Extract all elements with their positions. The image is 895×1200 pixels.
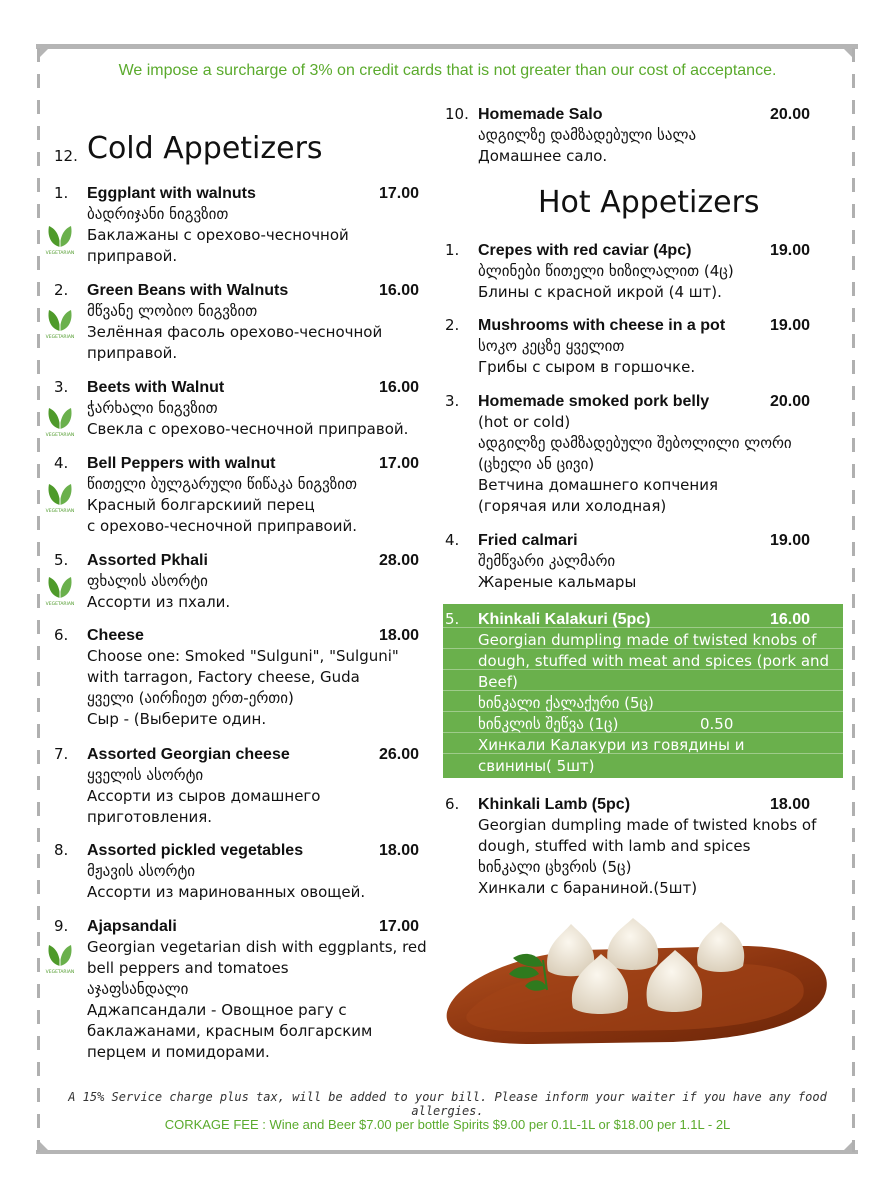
menu-item [445, 794, 845, 902]
cold-section-number: 12. [54, 147, 78, 165]
item-line: მჟავის ასორტი [87, 862, 196, 880]
item-price: 17.00 [379, 918, 420, 935]
menu-item [445, 315, 825, 381]
vegetarian-label: VEGETARIAN [45, 433, 75, 437]
menu-item [54, 453, 424, 535]
frame-top-border [36, 44, 858, 49]
item-line: ადგილზე დამზადებული სალა [478, 126, 697, 144]
item-line: Аджапсандали - Овощное рагу с [87, 1001, 347, 1019]
frame-corner [40, 1142, 48, 1150]
item-number: 6. [445, 795, 460, 813]
item-number: 5. [445, 610, 460, 628]
item-line: Ветчина домашнего копчения [478, 476, 718, 494]
vegetarian-leaf-icon [45, 221, 75, 255]
surcharge-notice: We impose a surcharge of 3% on credit cards that is not greater than our cost of acceptance. [118, 62, 777, 79]
item-number: 1. [445, 241, 460, 259]
vegetarian-label: VEGETARIAN [45, 335, 75, 339]
item-line: Блины с красной икрой (4 шт). [478, 283, 722, 301]
menu-item [54, 625, 434, 728]
item-line: Домашнее сало. [478, 147, 608, 165]
item-line: შემწვარი კალმარი [478, 552, 616, 570]
item-line: აჯაფსანდალი [87, 980, 189, 998]
item-line: свинины( 5шт) [478, 757, 595, 775]
item-name: Eggplant with walnuts [87, 185, 256, 202]
item-name: Homemade Salo [478, 106, 603, 123]
item-name: Assorted pickled vegetables [87, 842, 304, 859]
vegetarian-label: VEGETARIAN [45, 602, 75, 606]
service-charge-note: A 15% Service charge plus tax, will be added to your bill. Please inform your waiter if you have any food allergies. [68, 1090, 827, 1118]
corkage-fee: CORKAGE FEE : Wine and Beer $7.00 per bottle Spirits $9.00 per 0.1L-1L or $18.00 per 1.1L - 2L [164, 1117, 731, 1132]
item-line: Beef) [478, 673, 518, 691]
frame-left-border [37, 48, 40, 1152]
item-line: Ассорти из пхали. [87, 593, 231, 611]
item-number: 4. [445, 531, 460, 549]
item-line: с орехово-чесночной приправоий. [87, 517, 357, 535]
item-price: 19.00 [770, 242, 811, 259]
item-line: Ассорти из сыров домашнего [87, 787, 321, 805]
item-price: 18.00 [379, 842, 420, 859]
item-number: 2. [54, 281, 69, 299]
item-name: Cheese [87, 627, 144, 644]
item-price: 16.00 [379, 379, 420, 396]
item-name: Khinkali Kalakuri (5pc) [478, 611, 651, 628]
item-line: ჭარხალი ნიგვზით [87, 399, 218, 417]
item-number: 8. [54, 841, 69, 859]
vegetarian-leaf-icon [45, 305, 75, 339]
item-name: Assorted Pkhali [87, 552, 208, 569]
item-name: Homemade smoked pork belly [478, 393, 710, 410]
menu-item [54, 840, 424, 901]
item-line: (ცხელი ან ცივი) [478, 455, 595, 473]
item-name: Bell Peppers with walnut [87, 455, 276, 472]
item-line: Georgian dumpling made of twisted knobs of [478, 631, 817, 649]
item-price: 28.00 [379, 552, 420, 569]
item-line: Georgian vegetarian dish with eggplants, red [87, 938, 427, 956]
item-line: Красный болгарскиий перец [87, 496, 315, 514]
item-name: Assorted Georgian cheese [87, 746, 290, 763]
khinkali-dish-image [443, 916, 843, 1048]
item-number: 10. [445, 105, 469, 123]
item-name: Fried calmari [478, 532, 578, 549]
item-number: 7. [54, 745, 69, 763]
item-line: ბადრიჯანი ნიგვზით [87, 205, 229, 223]
item-number: 1. [54, 184, 69, 202]
item-number: 6. [54, 626, 69, 644]
item-line: bell peppers and tomatoes [87, 959, 289, 977]
item-price: 20.00 [770, 106, 811, 123]
frame-bottom-border [36, 1150, 858, 1154]
item-number: 3. [445, 392, 460, 410]
item-price: 19.00 [770, 317, 811, 334]
item-line: приправой. [87, 344, 178, 362]
item-number: 3. [54, 378, 69, 396]
vegetarian-label: VEGETARIAN [45, 509, 75, 513]
vegetarian-leaf-icon [45, 479, 75, 513]
menu-item-featured [445, 609, 843, 777]
item-name: Ajapsandali [87, 918, 177, 935]
vegetarian-leaf-icon [45, 572, 75, 606]
menu-item [445, 104, 825, 170]
item-line: წითელი ბულგარული წიწაკა ნიგვზით [87, 475, 358, 493]
item-price: 20.00 [770, 393, 811, 410]
item-line: Зелённая фасоль орехово-чесночной [87, 323, 383, 341]
item-line: Свекла с орехово-чесночной приправой. [87, 420, 409, 438]
menu-item [54, 916, 439, 1064]
item-price: 17.00 [379, 185, 420, 202]
item-line: Georgian dumpling made of twisted knobs of [478, 816, 817, 834]
item-line: ყველის ასორტი [87, 766, 204, 784]
item-line: Баклажаны с орехово-чесночной [87, 226, 349, 244]
hot-section-title: Hot Appetizers [538, 185, 760, 220]
menu-item [54, 744, 424, 826]
item-name: Khinkali Lamb (5pc) [478, 796, 631, 813]
item-line: ხინკალი ცხვრის (5ც) [478, 858, 632, 876]
item-line: dough, stuffed with meat and spices (pork and [478, 652, 830, 670]
menu-item [445, 391, 845, 517]
vegetarian-leaf-icon [45, 403, 75, 437]
item-line: dough, stuffed with lamb and spices [478, 837, 751, 855]
vegetarian-label: VEGETARIAN [45, 251, 75, 255]
item-line: ადგილზე დამზადებული შებოლილი ლორი [478, 434, 792, 452]
item-name: Mushrooms with cheese in a pot [478, 317, 726, 334]
item-number: 4. [54, 454, 69, 472]
item-line: Ассорти из маринованных овощей. [87, 883, 366, 901]
item-line: ბლინები წითელი ხიზილალით (4ც) [478, 262, 734, 280]
item-line: ფხალის ასორტი [87, 572, 208, 590]
item-line: სოკო კეცზე ყველით [478, 337, 625, 355]
frame-corner [844, 1142, 852, 1150]
cold-section-title: Cold Appetizers [87, 131, 323, 166]
item-number: 9. [54, 917, 69, 935]
frame-right-border [852, 48, 855, 1152]
item-line: with tarragon, Factory cheese, Guda [87, 668, 360, 686]
vegetarian-label: VEGETARIAN [45, 970, 75, 974]
item-line: баклажанами, красным болгарским [87, 1022, 373, 1040]
item-price: 17.00 [379, 455, 420, 472]
item-number: 2. [445, 316, 460, 334]
item-line: приправой. [87, 247, 178, 265]
frame-corner [40, 49, 48, 57]
item-price: 18.00 [379, 627, 420, 644]
item-line: მწვანე ლობიო ნიგვზით [87, 302, 258, 320]
item-fry-price: 0.50 [700, 715, 734, 733]
menu-item [54, 280, 424, 362]
menu-item [445, 240, 825, 306]
vegetarian-leaf-icon [45, 940, 75, 974]
item-line: приготовления. [87, 808, 213, 826]
item-price: 16.00 [379, 282, 420, 299]
item-price: 19.00 [770, 532, 811, 549]
item-name: Beets with Walnut [87, 379, 225, 396]
item-name: Green Beans with Walnuts [87, 282, 289, 299]
item-line: Жареные кальмары [478, 573, 637, 591]
item-price: 16.00 [770, 611, 811, 628]
item-line: Хинкали с бараниной.(5шт) [478, 879, 698, 897]
item-name: Crepes with red caviar (4pc) [478, 242, 692, 259]
item-line: ხინკლის შეწვა (1ც) [478, 715, 619, 733]
item-line: (горячая или холодная) [478, 497, 667, 515]
item-line: Грибы с сыром в горшочке. [478, 358, 696, 376]
item-line: перцем и помидорами. [87, 1043, 270, 1061]
item-line: Хинкали Калакури из говядины и [478, 736, 745, 754]
item-number: 5. [54, 551, 69, 569]
item-line: ხინკალი ქალაქური (5ც) [478, 694, 654, 712]
menu-item [445, 530, 825, 596]
item-line: Сыр - (Выберите один. [87, 710, 267, 728]
frame-corner [844, 49, 852, 57]
item-line: (hot or cold) [478, 413, 571, 431]
item-price: 26.00 [379, 746, 420, 763]
item-line: Choose one: Smoked "Sulguni", "Sulguni" [87, 647, 399, 665]
item-price: 18.00 [770, 796, 811, 813]
item-line: ყველი (აირჩიეთ ერთ-ერთი) [87, 689, 294, 707]
